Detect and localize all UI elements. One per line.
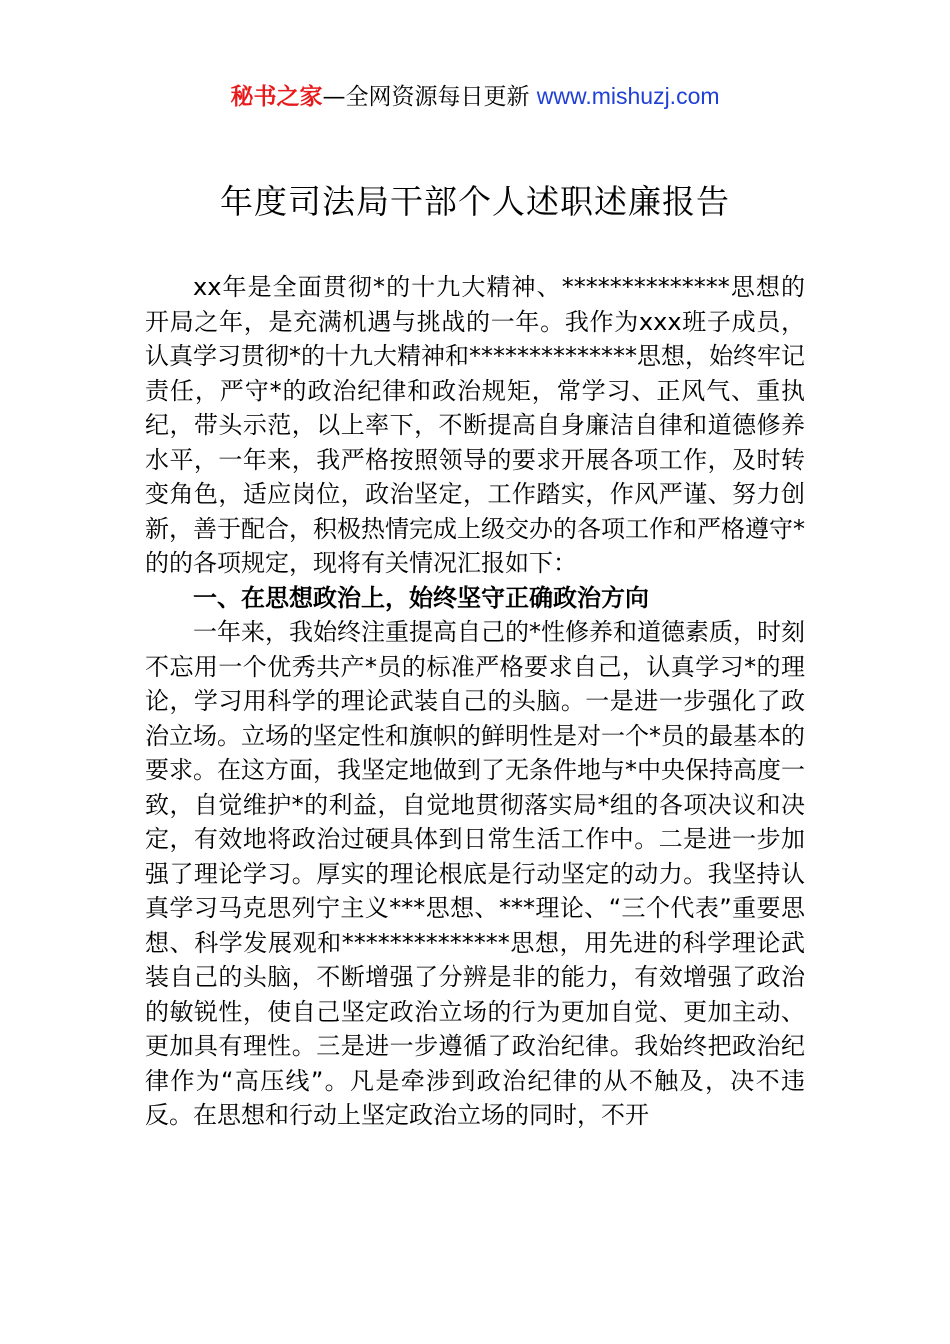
document-body xyxy=(145,270,805,1133)
intro-paragraph: xx年是全面贯彻*的十九大精神、**************思想的开局之年，是充满机遇与挑战的一年。我作为xxx班子成员，认真学习贯彻*的十九大精神和**************思想，始终牢记责任，严守*的政治纪律和政治规矩，常学习、正风气、重执纪，带头示范，以上率下，不断提高自身廉洁自律和道德修养水平，一年来，我严格按照领导的要求开展各项工作，及时转变角色，适应岗位，政治坚定，工作踏实，作风严谨、努力创新，善于配合，积极热情完成上级交办的各项工作和严格遵守*的的各项规定，现将有关情况汇报如下： xyxy=(145,273,805,577)
brand-name: 秘书之家 xyxy=(230,84,323,110)
site-header xyxy=(0,80,950,113)
section-heading: 一、在思想政治上，始终坚守正确政治方向 xyxy=(193,583,649,612)
header-tagline: —全网资源每日更新 xyxy=(322,84,537,110)
body-paragraph: 一年来，我始终注重提高自己的*性修养和道德素质，时刻不忘用一个优秀共产*员的标准严格要求自己，认真学习*的理论，学习用科学的理论武装自己的头脑。一是进一步强化了政治立场。立场的坚定性和旗帜的鲜明性是对一个*员的最基本的要求。在这方面，我坚定地做到了无条件地与*中央保持高度一致，自觉维护*的利益，自觉地贯彻落实局*组的各项决议和决定，有效地将政治过硬具体到日常生活工作中。二是进一步加强了理论学习。厚实的理论根底是行动坚定的动力。我坚持认真学习马克思列宁主义***思想、***理论、“三个代表”重要思想、科学发展观和**************思想，用先进的科学理论武装自己的头脑，不断增强了分辨是非的能力，有效增强了政治的敏锐性，使自己坚定政治立场的行为更加自觉、更加主动、更加具有理性。三是进一步遵循了政治纪律。我始终把政治纪律作为“高压线”。凡是牵涉到政治纪律的从不触及，决不违反。在思想和行动上坚定政治立场的同时，不开 xyxy=(145,618,805,1129)
site-url-link[interactable]: www.mishuzj.com xyxy=(536,83,720,109)
document-title: 年度司法局干部个人述职述廉报告 xyxy=(220,182,730,221)
